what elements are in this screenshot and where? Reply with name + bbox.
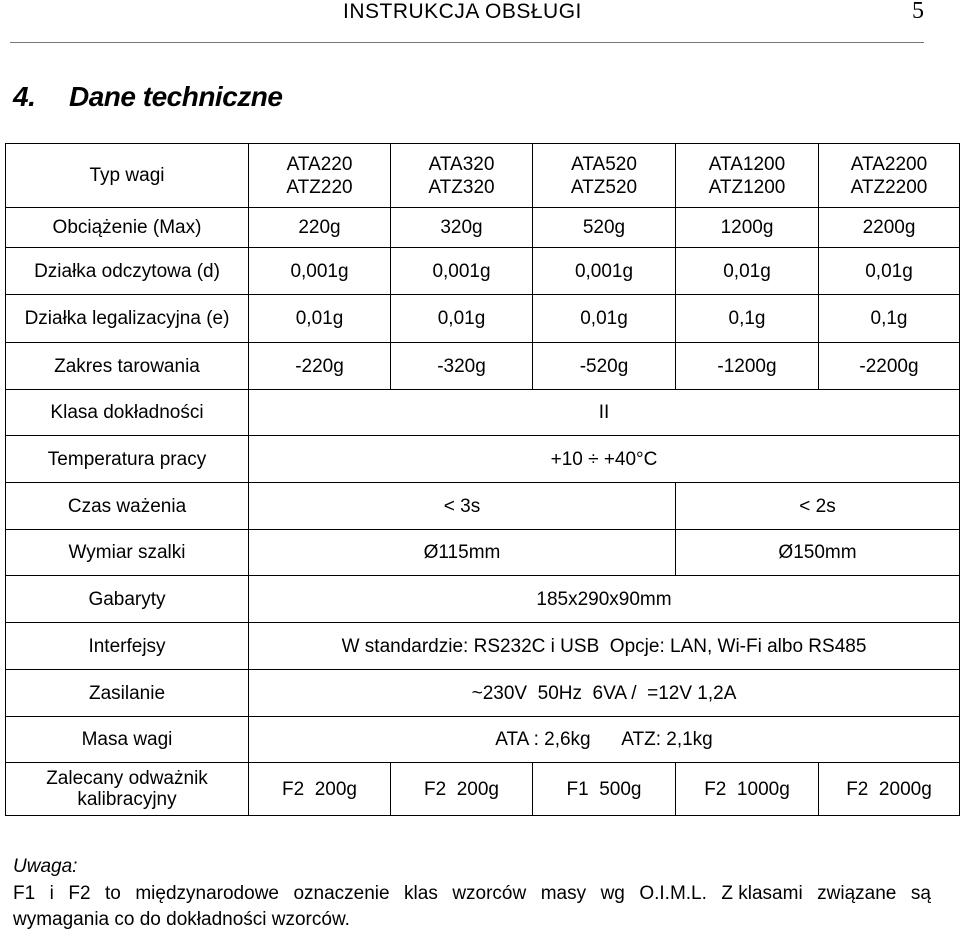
row-label: Zalecany odważnik kalibracyjny: [6, 763, 249, 816]
note-word: oznaczenie: [293, 883, 390, 904]
note-word: O.I.M.L.: [639, 883, 707, 904]
value-cell: Ø115mm: [249, 530, 676, 576]
value-cell: F2 200g: [249, 763, 391, 816]
note-word: związane: [817, 883, 897, 904]
row-label: Klasa dokładności: [6, 390, 249, 436]
row-label: Działka legalizacyjna (e): [6, 295, 249, 343]
section-title: Dane techniczne: [69, 81, 283, 112]
row-label: Temperatura pracy: [6, 436, 249, 483]
value-cell: 0,1g: [819, 295, 960, 343]
model-cell: ATA220 ATZ220: [249, 144, 391, 208]
header-divider: [10, 42, 924, 43]
note-word: to: [105, 883, 121, 904]
value-cell: -220g: [249, 343, 391, 390]
value-cell: 0,01g: [533, 295, 676, 343]
value-cell: 320g: [391, 208, 533, 248]
document-header-title: INSTRUKCJA OBSŁUGI: [343, 0, 582, 23]
table-row-pan-size: [6, 530, 960, 576]
value-cell: F2 1000g: [676, 763, 819, 816]
row-label: Obciążenie (Max): [6, 208, 249, 248]
value-cell: 1200g: [676, 208, 819, 248]
note-line-1: [13, 883, 931, 905]
model-cell: ATA2200 ATZ2200: [819, 144, 960, 208]
section-number: 4.: [13, 81, 36, 112]
value-cell: 0,001g: [391, 248, 533, 295]
value-cell: -520g: [533, 343, 676, 390]
note-word: Z klasami: [721, 883, 803, 904]
note-word: klas: [404, 883, 438, 904]
note-word: wg: [600, 883, 625, 904]
value-cell: -1200g: [676, 343, 819, 390]
table-row-type: [6, 144, 960, 208]
table-row-power: [6, 670, 960, 717]
value-cell: -2200g: [819, 343, 960, 390]
technical-data-table: [5, 143, 960, 816]
row-label: Zasilanie: [6, 670, 249, 717]
value-cell: -320g: [391, 343, 533, 390]
value-cell: 0,01g: [819, 248, 960, 295]
note-word: wzorców: [452, 883, 527, 904]
row-label: Zakres tarowania: [6, 343, 249, 390]
value-cell: 0,01g: [391, 295, 533, 343]
model-cell: ATA320 ATZ320: [391, 144, 533, 208]
value-cell: +10 ÷ +40°C: [249, 436, 960, 483]
note-word: są: [910, 883, 931, 904]
table-row-tare: [6, 343, 960, 390]
table-row-verification: [6, 295, 960, 343]
table-row-weight: [6, 717, 960, 763]
note-title: Uwaga:: [13, 856, 78, 877]
table-row-weighing-time: [6, 483, 960, 530]
value-cell: < 2s: [676, 483, 960, 530]
row-label: Czas ważenia: [6, 483, 249, 530]
note-word: F1: [13, 883, 36, 904]
note-word: F2: [68, 883, 91, 904]
value-cell: 0,1g: [676, 295, 819, 343]
value-cell: Ø150mm: [676, 530, 960, 576]
value-cell: 0,01g: [676, 248, 819, 295]
row-label: Wymiar szalki: [6, 530, 249, 576]
row-label: Masa wagi: [6, 717, 249, 763]
note-word: i: [49, 883, 54, 904]
value-cell: F2 200g: [391, 763, 533, 816]
value-cell: F1 500g: [533, 763, 676, 816]
value-cell: II: [249, 390, 960, 436]
value-cell: 220g: [249, 208, 391, 248]
value-cell: < 3s: [249, 483, 676, 530]
table-row-max-load: [6, 208, 960, 248]
page-number: 5: [912, 0, 924, 24]
note-word: międzynarodowe: [135, 883, 279, 904]
value-cell: 520g: [533, 208, 676, 248]
value-cell: ~230V 50Hz 6VA / =12V 1,2A: [249, 670, 960, 717]
table-row-accuracy-class: [6, 390, 960, 436]
note-word: masy: [540, 883, 587, 904]
table-row-dimensions: [6, 576, 960, 623]
value-cell: ATA : 2,6kg ATZ: 2,1kg: [249, 717, 960, 763]
row-label: Interfejsy: [6, 623, 249, 670]
value-cell: 0,01g: [249, 295, 391, 343]
value-cell: F2 2000g: [819, 763, 960, 816]
table-row-calibration-weight: [6, 763, 960, 816]
table-row-readability: [6, 248, 960, 295]
row-label: Działka odczytowa (d): [6, 248, 249, 295]
table-row-temperature: [6, 436, 960, 483]
value-cell: W standardzie: RS232C i USB Opcje: LAN, Wi-Fi albo RS485: [249, 623, 960, 670]
model-cell: ATA1200 ATZ1200: [676, 144, 819, 208]
note-line-2: wymagania co do dokładności wzorców.: [13, 909, 350, 930]
row-label: Gabaryty: [6, 576, 249, 623]
value-cell: 0,001g: [533, 248, 676, 295]
value-cell: 0,001g: [249, 248, 391, 295]
model-cell: ATA520 ATZ520: [533, 144, 676, 208]
row-label-type: Typ wagi: [6, 144, 249, 208]
table-row-interfaces: [6, 623, 960, 670]
value-cell: 185x290x90mm: [249, 576, 960, 623]
value-cell: 2200g: [819, 208, 960, 248]
